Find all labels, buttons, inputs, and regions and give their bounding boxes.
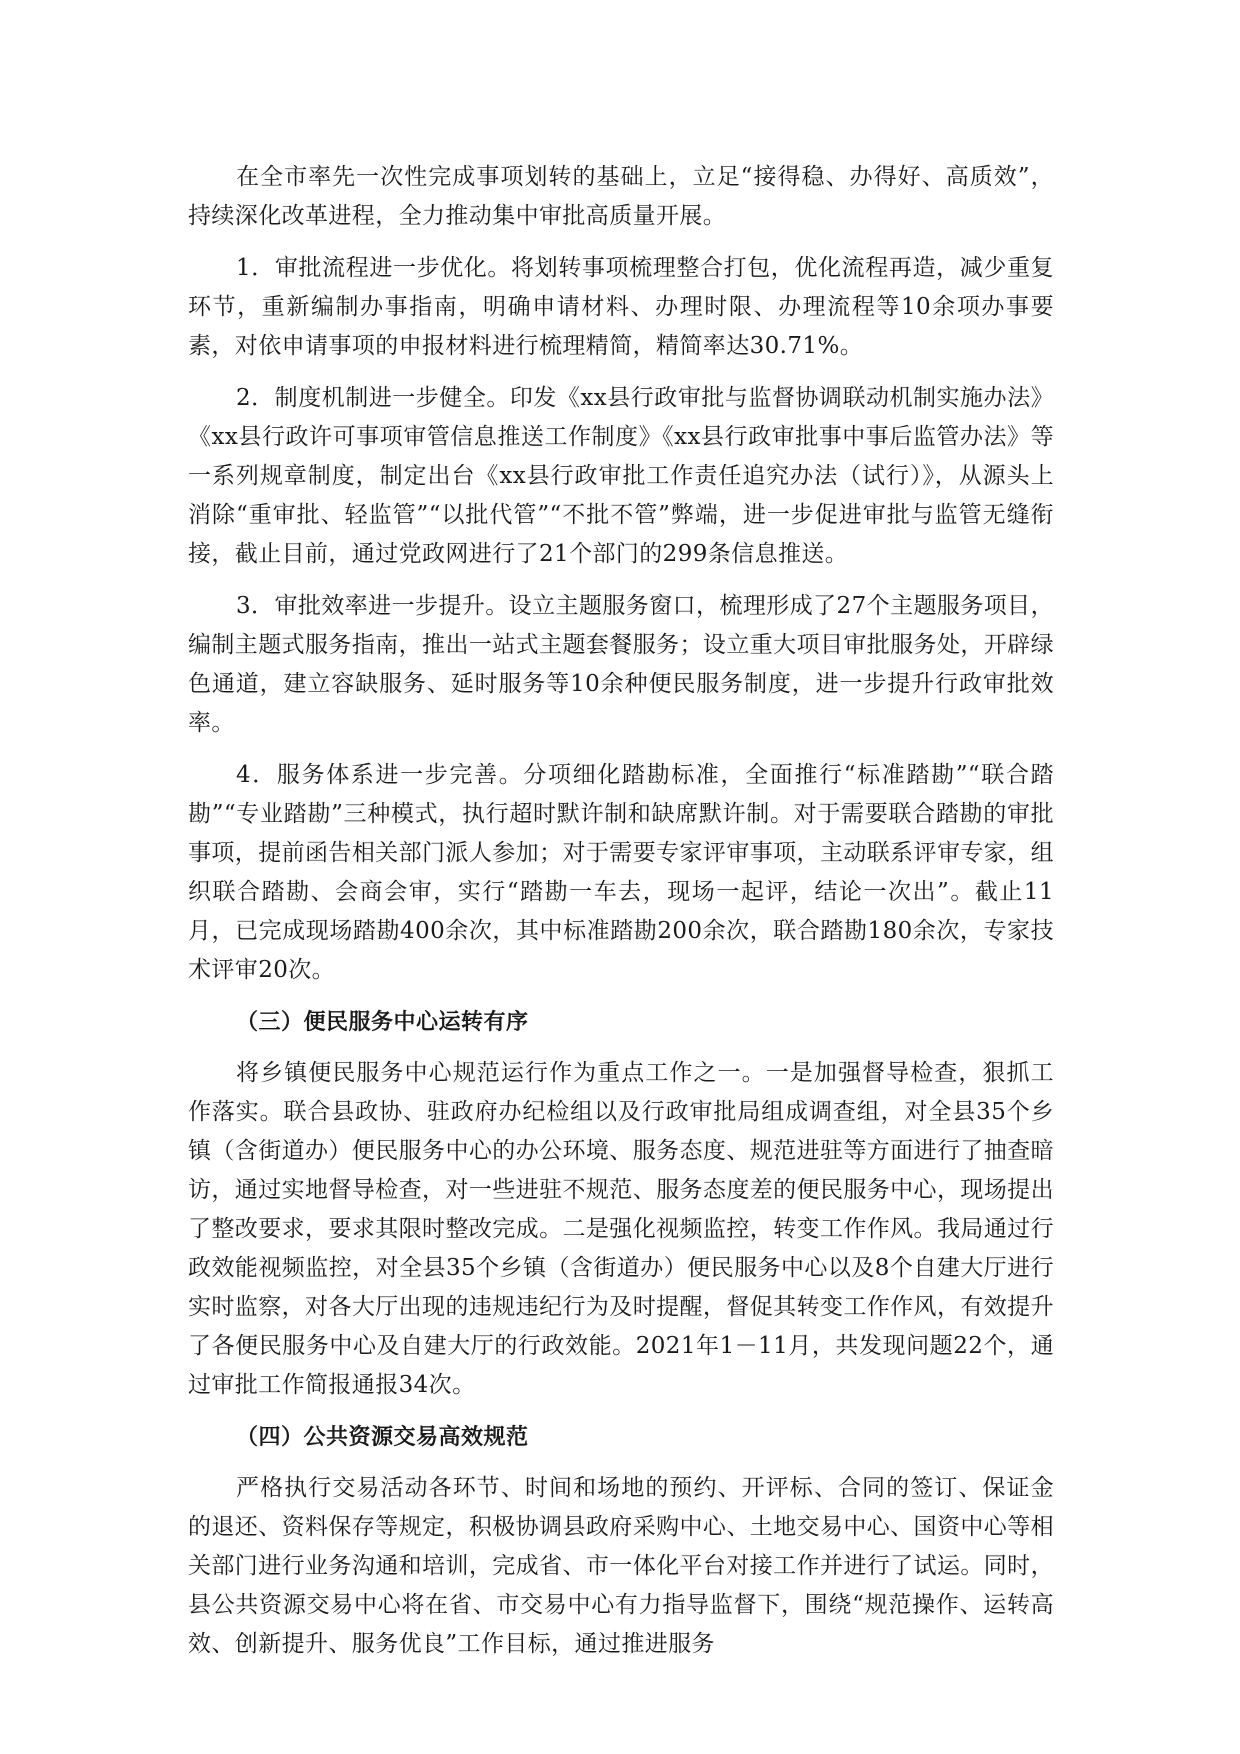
paragraph-approval-process: 1．审批流程进一步优化。将划转事项梳理整合打包，优化流程再造，减少重复环节，重新编制办事指南，明确申请材料、办理时限、办理流程等10余项办事要素，对依申请事项的申报材料进行梳理精简，精简率达30.71%。 xyxy=(188,255,1054,359)
paragraph-public-resources: 严格执行交易活动各环节、时间和场地的预约、开评标、合同的签订、保证金的退还、资料保存等规定，积极协调县政府采购中心、土地交易中心、国资中心等相关部门进行业务沟通和培训，完成省、市一体化平台对接工作并进行了试运。同时，县公共资源交易中心将在省、市交易中心有力指导监督下，围绕“规范操作、运转高效、创新提升、服务优良”工作目标，通过推进服务 xyxy=(188,1475,1054,1657)
paragraph-approval-efficiency: 3．审批效率进一步提升。设立主题服务窗口，梳理形成了27个主题服务项目，编制主题式服务指南，推出一站式主题套餐服务；设立重大项目审批服务处，开辟绿色通道，建立容缺服务、延时服务等10余种便民服务制度，进一步提升行政审批效率。 xyxy=(188,593,1054,736)
section-heading-4: （四）公共资源交易高效规范 xyxy=(236,1425,529,1450)
paragraph-intro: 在全市率先一次性完成事项划转的基础上，立足“接得稳、办得好、高质效”，持续深化改革进程，全力推动集中审批高质量开展。 xyxy=(188,164,1054,229)
paragraph-system-mechanism: 2．制度机制进一步健全。印发《xx县行政审批与监督协调联动机制实施办法》《xx县行政许可事项审管信息推送工作制度》《xx县行政审批事中事后监管办法》等一系列规章制度，制定出台《xx县行政审批工作责任追究办法（试行）》，从源头上消除“重审批、轻监管”“以批代管”“不批不管”弊端，进一步促进审批与监管无缝衔接，截止目前，通过党政网进行了21个部门的299条信息推送。 xyxy=(188,385,1054,567)
document-body xyxy=(188,158,1054,1677)
paragraph-service-system: 4．服务体系进一步完善。分项细化踏勘标准，全面推行“标准踏勘”“联合踏勘”“专业踏勘”三种模式，执行超时默许制和缺席默许制。对于需要联合踏勘的审批事项，提前函告相关部门派人参加；对于需要专家评审事项，主动联系评审专家，组织联合踏勘、会商会审，实行“踏勘一车去，现场一起评，结论一次出”。截止11月，已完成现场踏勘400余次，其中标准踏勘200余次，联合踏勘180余次，专家技术评审20次。 xyxy=(188,762,1054,983)
paragraph-service-center: 将乡镇便民服务中心规范运行作为重点工作之一。一是加强督导检查，狠抓工作落实。联合县政协、驻政府办纪检组以及行政审批局组成调查组，对全县35个乡镇（含街道办）便民服务中心的办公环境、服务态度、规范进驻等方面进行了抽查暗访，通过实地督导检查，对一些进驻不规范、服务态度差的便民服务中心，现场提出了整改要求，要求其限时整改完成。二是强化视频监控，转变工作作风。我局通过行政效能视频监控，对全县35个乡镇（含街道办）便民服务中心以及8个自建大厅进行实时监察，对各大厅出现的违规违纪行为及时提醒，督促其转变工作作风，有效提升了各便民服务中心及自建大厅的行政效能。2021年1－11月，共发现问题22个，通过审批工作简报通报34次。 xyxy=(188,1060,1054,1398)
section-heading-3: （三）便民服务中心运转有序 xyxy=(236,1010,529,1035)
